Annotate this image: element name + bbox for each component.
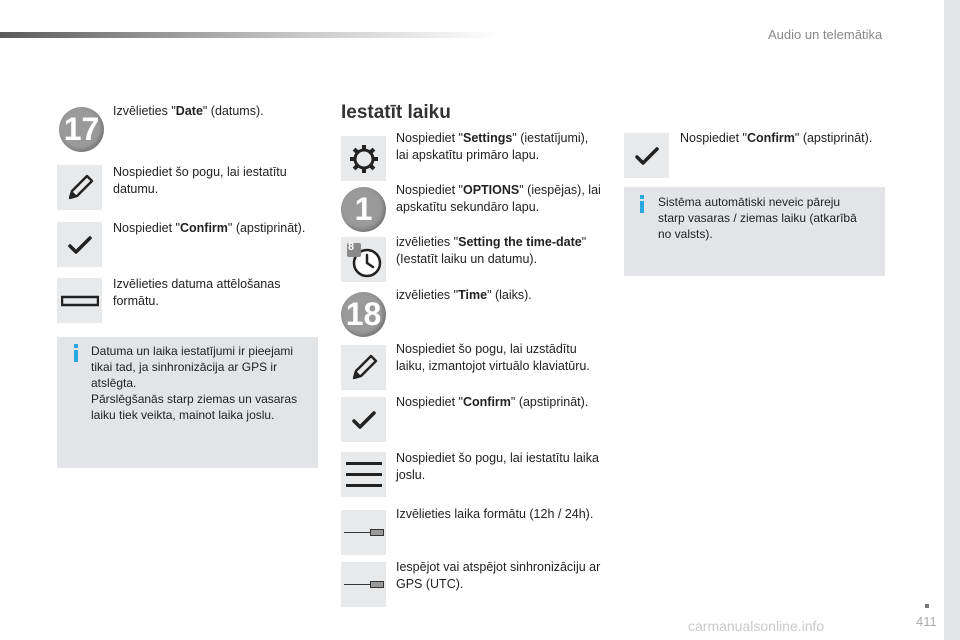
text-pre: izvēlieties " <box>396 288 459 302</box>
text-pre: Izvēlieties " <box>113 104 176 118</box>
menu-lines-icon <box>345 459 383 491</box>
watermark: carmanualsonline.info <box>688 618 825 634</box>
note-text <box>658 194 880 242</box>
text-post: " (iespējas), lai <box>519 183 601 197</box>
text-pre: izvēlieties " <box>396 235 459 249</box>
pencil-icon <box>64 172 96 204</box>
step-gps-text: Iespējot vai atspējot sinhronizāciju ar GPS (UTC). <box>396 560 601 591</box>
info-note-left <box>57 337 318 468</box>
step-badge-18: 18 <box>341 292 386 337</box>
toggle-line-icon <box>344 529 384 537</box>
confirm-button[interactable] <box>57 222 102 267</box>
step-confirm-right-text <box>680 130 872 147</box>
step-time-date-text <box>396 234 586 268</box>
step-time-format-text: Izvēlieties laika formātu (12h / 24h). <box>396 507 594 521</box>
text-pre: Nospiediet " <box>396 131 463 145</box>
text-post: " (apstiprināt). <box>794 131 873 145</box>
text-pre: Nospiediet " <box>396 183 463 197</box>
note-text <box>91 343 313 423</box>
settings-button[interactable] <box>341 136 386 181</box>
text-post: " (datums). <box>202 104 264 118</box>
note-line: tikai tad, ja sinhronizācija ar GPS ir <box>91 360 278 374</box>
text-bold: Time <box>458 288 488 302</box>
step-badge-1: 1 <box>341 187 386 232</box>
text-bold: OPTIONS <box>462 183 520 197</box>
note-line: Sistēma automātiski neveic pāreju <box>658 195 841 209</box>
step-confirm-time-text <box>396 394 588 411</box>
text-post: " (apstiprināt). <box>510 395 589 409</box>
note-line: no valsts). <box>658 227 713 241</box>
gear-icon <box>348 143 380 175</box>
header-title: Audio un telemātika <box>768 27 883 42</box>
page-edge-strip <box>944 0 960 640</box>
text-pre: Nospiediet " <box>680 131 747 145</box>
step-settings-text <box>396 130 588 164</box>
timezone-button[interactable] <box>341 452 386 497</box>
note-line: starp vasaras / ziemas laiku (atkarībā <box>658 211 857 225</box>
checkmark-icon <box>352 410 376 430</box>
step-format-text: Izvēlieties datuma attēlošanas formātu. <box>113 277 281 308</box>
checkmark-icon <box>68 235 92 255</box>
format-bar-icon <box>61 295 99 307</box>
step-options-text <box>396 182 601 216</box>
text-post: " <box>581 235 587 249</box>
info-note-right <box>624 187 885 276</box>
info-icon <box>74 344 78 348</box>
pencil-icon <box>348 352 380 384</box>
step-badge-17: 17 <box>59 107 104 152</box>
checkmark-icon <box>635 146 659 166</box>
text-bold: Confirm <box>746 131 795 145</box>
clock-badge-number: 8 <box>348 241 355 253</box>
text-line2: lai apskatītu primāro lapu. <box>396 148 540 162</box>
confirm-right-button[interactable] <box>624 133 669 178</box>
date-format-button[interactable] <box>57 278 102 323</box>
step-pencil-text: Nospiediet šo pogu, lai iestatītu datumu. <box>113 165 287 196</box>
info-icon <box>640 195 644 199</box>
time-format-toggle[interactable] <box>341 510 386 555</box>
note-line: atslēgta. <box>91 376 137 390</box>
text-pre: Nospiediet " <box>113 221 180 235</box>
confirm-time-button[interactable] <box>341 397 386 442</box>
keyboard-pencil-button[interactable] <box>341 345 386 390</box>
time-date-button[interactable] <box>341 237 386 282</box>
text-bold: Confirm <box>179 221 228 235</box>
text-pre: Nospiediet " <box>396 395 463 409</box>
note-line: Datuma un laika iestatījumi ir pieejami <box>91 344 294 358</box>
text-line2: (Iestatīt laiku un datumu). <box>396 252 538 266</box>
step-confirm-text <box>113 220 305 237</box>
section-heading: Iestatīt laiku <box>341 102 451 123</box>
text-bold: Settings <box>462 131 513 145</box>
step-timezone-text: Nospiediet šo pogu, lai iestatītu laika joslu. <box>396 451 599 482</box>
info-icon-bar <box>640 201 644 213</box>
step-date-text <box>113 103 264 120</box>
toggle-line-icon <box>344 581 384 589</box>
step-keyboard-text: Nospiediet šo pogu, lai uzstādītu laiku, izmantojot virtuālo klaviatūru. <box>396 342 590 373</box>
text-bold: Date <box>175 104 203 118</box>
note-line: laiku tiek veikta, mainot laika joslu. <box>91 408 275 422</box>
pencil-button[interactable] <box>57 165 102 210</box>
info-icon-bar <box>74 350 78 362</box>
text-post: " (laiks). <box>487 288 532 302</box>
page-number: 411 <box>916 614 937 629</box>
step-time-text <box>396 287 532 304</box>
text-bold: Setting the time-date <box>458 235 582 249</box>
text-line2: apskatītu sekundāro lapu. <box>396 200 540 214</box>
page-marker <box>925 604 929 608</box>
text-post: " (iestatījumi), <box>512 131 589 145</box>
header-gradient-bar <box>0 32 500 38</box>
text-post: " (apstiprināt). <box>227 221 306 235</box>
note-line: Pārslēgšanās starp ziemas un vasaras <box>91 392 298 406</box>
gps-sync-toggle[interactable] <box>341 562 386 607</box>
text-bold: Confirm <box>462 395 511 409</box>
